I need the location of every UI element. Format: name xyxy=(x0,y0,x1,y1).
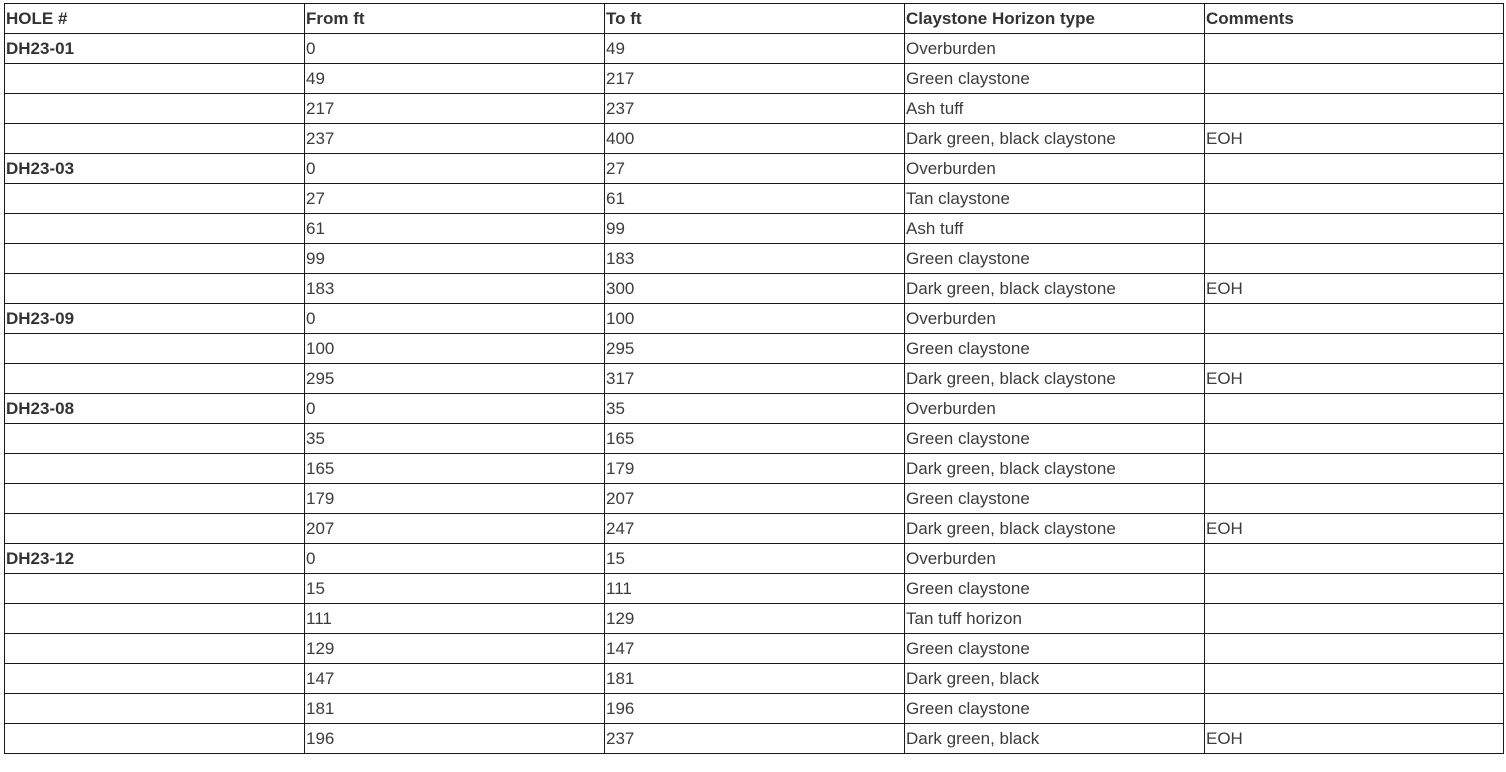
hole-cell xyxy=(5,184,305,214)
table-row xyxy=(5,94,1504,124)
from-ft-cell: 295 xyxy=(305,364,605,394)
table-row xyxy=(5,334,1504,364)
hole-cell: DH23-09 xyxy=(5,304,305,334)
from-ft-cell: 183 xyxy=(305,274,605,304)
comments-cell: EOH xyxy=(1205,514,1504,544)
table-row xyxy=(5,184,1504,214)
hole-cell xyxy=(5,604,305,634)
table-row xyxy=(5,124,1504,154)
horizon-type-cell: Tan claystone xyxy=(905,184,1205,214)
comments-cell: EOH xyxy=(1205,364,1504,394)
hole-cell xyxy=(5,484,305,514)
drill-hole-log-table xyxy=(4,3,1504,754)
horizon-type-cell: Dark green, black claystone xyxy=(905,274,1205,304)
column-header-hole: HOLE # xyxy=(5,4,305,34)
table-row xyxy=(5,304,1504,334)
comments-cell xyxy=(1205,544,1504,574)
to-ft-cell: 196 xyxy=(605,694,905,724)
hole-cell xyxy=(5,574,305,604)
comments-cell: EOH xyxy=(1205,124,1504,154)
comments-cell xyxy=(1205,94,1504,124)
header-row xyxy=(5,4,1504,34)
hole-cell: DH23-01 xyxy=(5,34,305,64)
horizon-type-cell: Dark green, black xyxy=(905,664,1205,694)
column-header-from-ft: From ft xyxy=(305,4,605,34)
horizon-type-cell: Dark green, black claystone xyxy=(905,124,1205,154)
horizon-type-cell: Overburden xyxy=(905,394,1205,424)
to-ft-cell: 129 xyxy=(605,604,905,634)
from-ft-cell: 179 xyxy=(305,484,605,514)
comments-cell: EOH xyxy=(1205,274,1504,304)
hole-cell xyxy=(5,94,305,124)
comments-cell xyxy=(1205,184,1504,214)
hole-cell xyxy=(5,124,305,154)
table-row xyxy=(5,64,1504,94)
from-ft-cell: 0 xyxy=(305,154,605,184)
horizon-type-cell: Overburden xyxy=(905,544,1205,574)
table-row xyxy=(5,274,1504,304)
to-ft-cell: 27 xyxy=(605,154,905,184)
hole-cell: DH23-03 xyxy=(5,154,305,184)
comments-cell: EOH xyxy=(1205,724,1504,754)
table-row xyxy=(5,424,1504,454)
table-row xyxy=(5,634,1504,664)
horizon-type-cell: Overburden xyxy=(905,34,1205,64)
horizon-type-cell: Ash tuff xyxy=(905,214,1205,244)
table-row xyxy=(5,484,1504,514)
to-ft-cell: 61 xyxy=(605,184,905,214)
from-ft-cell: 27 xyxy=(305,184,605,214)
table-row xyxy=(5,454,1504,484)
to-ft-cell: 49 xyxy=(605,34,905,64)
table-row xyxy=(5,214,1504,244)
hole-cell: DH23-12 xyxy=(5,544,305,574)
column-header-to-ft: To ft xyxy=(605,4,905,34)
hole-cell xyxy=(5,664,305,694)
hole-cell xyxy=(5,364,305,394)
to-ft-cell: 165 xyxy=(605,424,905,454)
table-row xyxy=(5,244,1504,274)
from-ft-cell: 49 xyxy=(305,64,605,94)
to-ft-cell: 147 xyxy=(605,634,905,664)
column-header-comments: Comments xyxy=(1205,4,1504,34)
to-ft-cell: 237 xyxy=(605,94,905,124)
horizon-type-cell: Green claystone xyxy=(905,424,1205,454)
table-row xyxy=(5,724,1504,754)
hole-cell xyxy=(5,514,305,544)
table-row xyxy=(5,34,1504,64)
table-row xyxy=(5,514,1504,544)
from-ft-cell: 0 xyxy=(305,304,605,334)
horizon-type-cell: Green claystone xyxy=(905,634,1205,664)
to-ft-cell: 237 xyxy=(605,724,905,754)
to-ft-cell: 99 xyxy=(605,214,905,244)
hole-cell xyxy=(5,424,305,454)
to-ft-cell: 35 xyxy=(605,394,905,424)
hole-cell xyxy=(5,244,305,274)
comments-cell xyxy=(1205,424,1504,454)
comments-cell xyxy=(1205,634,1504,664)
from-ft-cell: 0 xyxy=(305,394,605,424)
from-ft-cell: 129 xyxy=(305,634,605,664)
hole-cell xyxy=(5,64,305,94)
comments-cell xyxy=(1205,214,1504,244)
horizon-type-cell: Dark green, black claystone xyxy=(905,364,1205,394)
comments-cell xyxy=(1205,34,1504,64)
table-row xyxy=(5,544,1504,574)
from-ft-cell: 111 xyxy=(305,604,605,634)
horizon-type-cell: Overburden xyxy=(905,154,1205,184)
to-ft-cell: 300 xyxy=(605,274,905,304)
from-ft-cell: 100 xyxy=(305,334,605,364)
hole-cell xyxy=(5,694,305,724)
horizon-type-cell: Green claystone xyxy=(905,574,1205,604)
horizon-type-cell: Dark green, black claystone xyxy=(905,514,1205,544)
table-row xyxy=(5,154,1504,184)
horizon-type-cell: Green claystone xyxy=(905,334,1205,364)
hole-cell xyxy=(5,454,305,484)
hole-cell xyxy=(5,274,305,304)
comments-cell xyxy=(1205,334,1504,364)
comments-cell xyxy=(1205,604,1504,634)
table-header xyxy=(5,4,1504,34)
horizon-type-cell: Dark green, black xyxy=(905,724,1205,754)
horizon-type-cell: Tan tuff horizon xyxy=(905,604,1205,634)
comments-cell xyxy=(1205,484,1504,514)
from-ft-cell: 0 xyxy=(305,34,605,64)
table-row xyxy=(5,604,1504,634)
from-ft-cell: 35 xyxy=(305,424,605,454)
table-row xyxy=(5,394,1504,424)
comments-cell xyxy=(1205,154,1504,184)
to-ft-cell: 15 xyxy=(605,544,905,574)
from-ft-cell: 147 xyxy=(305,664,605,694)
from-ft-cell: 196 xyxy=(305,724,605,754)
from-ft-cell: 165 xyxy=(305,454,605,484)
comments-cell xyxy=(1205,394,1504,424)
horizon-type-cell: Green claystone xyxy=(905,244,1205,274)
from-ft-cell: 181 xyxy=(305,694,605,724)
column-header-horizon-type: Claystone Horizon type xyxy=(905,4,1205,34)
comments-cell xyxy=(1205,574,1504,604)
horizon-type-cell: Green claystone xyxy=(905,484,1205,514)
to-ft-cell: 111 xyxy=(605,574,905,604)
from-ft-cell: 15 xyxy=(305,574,605,604)
table-row xyxy=(5,694,1504,724)
from-ft-cell: 237 xyxy=(305,124,605,154)
hole-cell xyxy=(5,634,305,664)
drill-log-container xyxy=(4,3,1504,754)
to-ft-cell: 179 xyxy=(605,454,905,484)
to-ft-cell: 217 xyxy=(605,64,905,94)
to-ft-cell: 400 xyxy=(605,124,905,154)
to-ft-cell: 207 xyxy=(605,484,905,514)
to-ft-cell: 100 xyxy=(605,304,905,334)
hole-cell xyxy=(5,334,305,364)
from-ft-cell: 217 xyxy=(305,94,605,124)
from-ft-cell: 0 xyxy=(305,544,605,574)
comments-cell xyxy=(1205,304,1504,334)
horizon-type-cell: Ash tuff xyxy=(905,94,1205,124)
from-ft-cell: 207 xyxy=(305,514,605,544)
table-row xyxy=(5,574,1504,604)
hole-cell: DH23-08 xyxy=(5,394,305,424)
comments-cell xyxy=(1205,664,1504,694)
comments-cell xyxy=(1205,64,1504,94)
hole-cell xyxy=(5,214,305,244)
to-ft-cell: 295 xyxy=(605,334,905,364)
to-ft-cell: 317 xyxy=(605,364,905,394)
horizon-type-cell: Dark green, black claystone xyxy=(905,454,1205,484)
horizon-type-cell: Green claystone xyxy=(905,64,1205,94)
table-row xyxy=(5,664,1504,694)
comments-cell xyxy=(1205,694,1504,724)
comments-cell xyxy=(1205,454,1504,484)
horizon-type-cell: Overburden xyxy=(905,304,1205,334)
hole-cell xyxy=(5,724,305,754)
from-ft-cell: 99 xyxy=(305,244,605,274)
comments-cell xyxy=(1205,244,1504,274)
from-ft-cell: 61 xyxy=(305,214,605,244)
to-ft-cell: 181 xyxy=(605,664,905,694)
table-row xyxy=(5,364,1504,394)
to-ft-cell: 183 xyxy=(605,244,905,274)
horizon-type-cell: Green claystone xyxy=(905,694,1205,724)
to-ft-cell: 247 xyxy=(605,514,905,544)
table-body xyxy=(5,34,1504,754)
